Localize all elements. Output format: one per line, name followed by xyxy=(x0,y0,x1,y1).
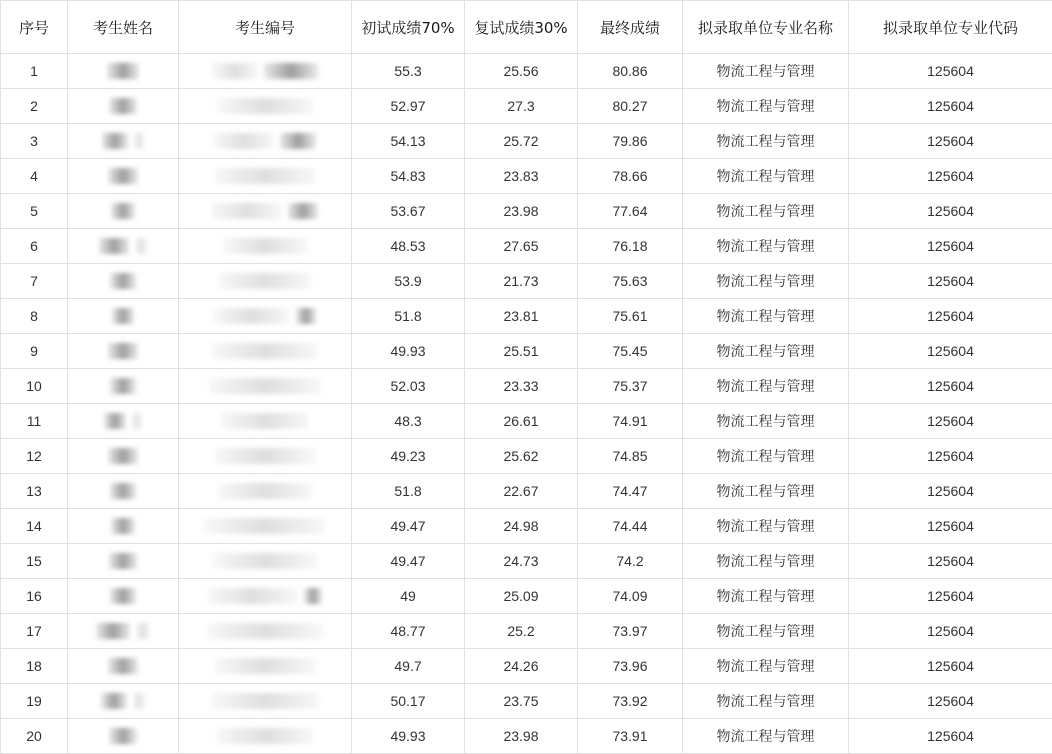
redaction-blur xyxy=(179,509,351,543)
cell-candidate-name-redacted xyxy=(68,369,179,404)
table-row xyxy=(1,439,1052,474)
blur-segment xyxy=(109,98,137,114)
cell-final-score: 78.66 xyxy=(578,159,683,194)
cell-candidate-name-redacted xyxy=(68,229,179,264)
cell-candidate-code-redacted xyxy=(179,334,352,369)
table-row xyxy=(1,299,1052,334)
cell-candidate-code-redacted xyxy=(179,614,352,649)
table-row xyxy=(1,124,1052,159)
cell-major-code: 125604 xyxy=(849,649,1052,684)
cell-major-code: 125604 xyxy=(849,439,1052,474)
cell-candidate-code-redacted xyxy=(179,404,352,439)
cell-major-code: 125604 xyxy=(849,474,1052,509)
blur-segment xyxy=(211,693,319,709)
redaction-blur xyxy=(179,54,351,88)
redaction-blur xyxy=(179,159,351,193)
cell-second-score: 23.83 xyxy=(465,159,578,194)
redaction-blur xyxy=(68,579,178,613)
cell-major-name: 物流工程与管理 xyxy=(683,369,849,404)
cell-major-code: 125604 xyxy=(849,614,1052,649)
cell-major-code: 125604 xyxy=(849,264,1052,299)
cell-final-score: 77.64 xyxy=(578,194,683,229)
cell-index: 9 xyxy=(1,334,68,369)
cell-index: 13 xyxy=(1,474,68,509)
cell-index: 14 xyxy=(1,509,68,544)
cell-candidate-name-redacted xyxy=(68,334,179,369)
cell-second-score: 24.73 xyxy=(465,544,578,579)
table-row xyxy=(1,264,1052,299)
blur-segment xyxy=(108,448,138,464)
blur-segment xyxy=(212,63,258,79)
table-row xyxy=(1,404,1052,439)
blur-segment xyxy=(217,98,313,114)
cell-final-score: 74.09 xyxy=(578,579,683,614)
column-header-final-score xyxy=(578,1,683,54)
cell-index: 6 xyxy=(1,229,68,264)
cell-index: 7 xyxy=(1,264,68,299)
table-row xyxy=(1,194,1052,229)
blur-segment xyxy=(209,378,321,394)
cell-second-score: 27.3 xyxy=(465,89,578,124)
cell-major-code: 125604 xyxy=(849,124,1052,159)
cell-second-score: 27.65 xyxy=(465,229,578,264)
cell-first-score: 48.3 xyxy=(352,404,465,439)
table-row xyxy=(1,54,1052,89)
cell-major-code: 125604 xyxy=(849,229,1052,264)
redaction-blur xyxy=(68,404,178,438)
cell-second-score: 25.62 xyxy=(465,439,578,474)
redaction-blur xyxy=(179,124,351,158)
blur-segment xyxy=(132,413,142,429)
column-header-second-score-label: 复试成绩30% xyxy=(474,19,567,37)
blur-segment xyxy=(212,203,282,219)
redaction-blur xyxy=(179,194,351,228)
redaction-blur xyxy=(68,124,178,158)
table-row xyxy=(1,649,1052,684)
cell-final-score: 73.92 xyxy=(578,684,683,719)
cell-candidate-name-redacted xyxy=(68,159,179,194)
cell-candidate-name-redacted xyxy=(68,264,179,299)
redaction-blur xyxy=(179,439,351,473)
redaction-blur xyxy=(68,649,178,683)
table-row xyxy=(1,229,1052,264)
cell-index: 19 xyxy=(1,684,68,719)
cell-candidate-name-redacted xyxy=(68,54,179,89)
cell-second-score: 23.98 xyxy=(465,194,578,229)
cell-major-code: 125604 xyxy=(849,404,1052,439)
redaction-blur xyxy=(68,299,178,333)
column-header-major-name-label: 拟录取单位专业名称 xyxy=(698,19,833,37)
cell-first-score: 54.83 xyxy=(352,159,465,194)
cell-candidate-name-redacted xyxy=(68,194,179,229)
cell-major-name: 物流工程与管理 xyxy=(683,404,849,439)
cell-candidate-code-redacted xyxy=(179,264,352,299)
table-row xyxy=(1,614,1052,649)
blur-segment xyxy=(215,658,315,674)
cell-major-code: 125604 xyxy=(849,509,1052,544)
redaction-blur xyxy=(179,89,351,123)
cell-candidate-name-redacted xyxy=(68,579,179,614)
cell-candidate-code-redacted xyxy=(179,649,352,684)
cell-major-name: 物流工程与管理 xyxy=(683,229,849,264)
cell-major-code: 125604 xyxy=(849,334,1052,369)
cell-major-name: 物流工程与管理 xyxy=(683,579,849,614)
cell-index: 10 xyxy=(1,369,68,404)
cell-index: 20 xyxy=(1,719,68,754)
redaction-blur xyxy=(179,299,351,333)
blur-segment xyxy=(136,623,150,639)
cell-major-code: 125604 xyxy=(849,719,1052,754)
redaction-blur xyxy=(179,684,351,718)
cell-major-name: 物流工程与管理 xyxy=(683,439,849,474)
blur-segment xyxy=(135,238,147,254)
blur-segment xyxy=(212,343,318,359)
redaction-blur xyxy=(179,719,351,753)
cell-major-name: 物流工程与管理 xyxy=(683,194,849,229)
cell-first-score: 55.3 xyxy=(352,54,465,89)
blur-segment xyxy=(109,553,137,569)
blur-segment xyxy=(304,588,322,604)
blur-segment xyxy=(99,238,129,254)
blur-segment xyxy=(288,203,318,219)
cell-candidate-code-redacted xyxy=(179,229,352,264)
blur-segment xyxy=(264,63,318,79)
blur-segment xyxy=(108,168,138,184)
cell-final-score: 75.37 xyxy=(578,369,683,404)
cell-candidate-code-redacted xyxy=(179,124,352,159)
cell-candidate-name-redacted xyxy=(68,89,179,124)
blur-segment xyxy=(215,168,315,184)
cell-major-code: 125604 xyxy=(849,544,1052,579)
table-row xyxy=(1,159,1052,194)
blur-segment xyxy=(108,343,138,359)
column-header-first-score xyxy=(352,1,465,54)
redaction-blur xyxy=(68,334,178,368)
cell-candidate-code-redacted xyxy=(179,369,352,404)
cell-index: 17 xyxy=(1,614,68,649)
cell-major-name: 物流工程与管理 xyxy=(683,264,849,299)
cell-final-score: 74.44 xyxy=(578,509,683,544)
cell-candidate-code-redacted xyxy=(179,474,352,509)
cell-candidate-code-redacted xyxy=(179,439,352,474)
cell-final-score: 75.61 xyxy=(578,299,683,334)
table-header xyxy=(1,1,1052,54)
cell-second-score: 25.56 xyxy=(465,54,578,89)
table-row xyxy=(1,334,1052,369)
column-header-candidate-code-label: 考生编号 xyxy=(235,19,295,37)
redaction-blur xyxy=(68,544,178,578)
cell-first-score: 52.03 xyxy=(352,369,465,404)
cell-first-score: 52.97 xyxy=(352,89,465,124)
blur-segment xyxy=(207,623,323,639)
redaction-blur xyxy=(68,684,178,718)
cell-second-score: 25.72 xyxy=(465,124,578,159)
cell-index: 16 xyxy=(1,579,68,614)
table-row xyxy=(1,684,1052,719)
cell-first-score: 51.8 xyxy=(352,299,465,334)
cell-first-score: 49.93 xyxy=(352,719,465,754)
cell-first-score: 49.7 xyxy=(352,649,465,684)
redaction-blur xyxy=(68,719,178,753)
cell-candidate-code-redacted xyxy=(179,299,352,334)
blur-segment xyxy=(219,273,311,289)
cell-first-score: 50.17 xyxy=(352,684,465,719)
cell-first-score: 49.93 xyxy=(352,334,465,369)
redaction-blur xyxy=(68,159,178,193)
blur-segment xyxy=(102,133,128,149)
cell-major-code: 125604 xyxy=(849,579,1052,614)
redaction-blur xyxy=(179,474,351,508)
blur-segment xyxy=(214,133,274,149)
blur-segment xyxy=(280,133,316,149)
column-header-second-score xyxy=(465,1,578,54)
cell-second-score: 25.09 xyxy=(465,579,578,614)
blur-segment xyxy=(110,273,136,289)
cell-candidate-name-redacted xyxy=(68,299,179,334)
blur-segment xyxy=(205,518,325,534)
blur-segment xyxy=(223,238,307,254)
table-row xyxy=(1,544,1052,579)
cell-first-score: 51.8 xyxy=(352,474,465,509)
cell-candidate-code-redacted xyxy=(179,579,352,614)
cell-second-score: 24.26 xyxy=(465,649,578,684)
cell-candidate-code-redacted xyxy=(179,544,352,579)
blur-segment xyxy=(110,588,136,604)
blur-segment xyxy=(213,553,317,569)
table-header-row xyxy=(1,1,1052,54)
blur-segment xyxy=(108,658,138,674)
cell-major-name: 物流工程与管理 xyxy=(683,684,849,719)
blur-segment xyxy=(104,413,126,429)
redaction-blur xyxy=(68,54,178,88)
cell-major-name: 物流工程与管理 xyxy=(683,54,849,89)
column-header-major-code xyxy=(849,1,1052,54)
cell-index: 2 xyxy=(1,89,68,124)
blur-segment xyxy=(296,308,316,324)
redaction-blur xyxy=(68,264,178,298)
redaction-blur xyxy=(179,369,351,403)
column-header-final-score-label: 最终成绩 xyxy=(600,19,660,37)
cell-second-score: 23.33 xyxy=(465,369,578,404)
redaction-blur xyxy=(179,579,351,613)
cell-final-score: 80.86 xyxy=(578,54,683,89)
redaction-blur xyxy=(179,544,351,578)
cell-major-code: 125604 xyxy=(849,299,1052,334)
cell-first-score: 53.67 xyxy=(352,194,465,229)
cell-second-score: 23.75 xyxy=(465,684,578,719)
blur-segment xyxy=(214,448,316,464)
redaction-blur xyxy=(68,89,178,123)
cell-index: 5 xyxy=(1,194,68,229)
cell-final-score: 75.45 xyxy=(578,334,683,369)
cell-candidate-name-redacted xyxy=(68,474,179,509)
cell-final-score: 74.2 xyxy=(578,544,683,579)
cell-final-score: 79.86 xyxy=(578,124,683,159)
cell-candidate-name-redacted xyxy=(68,544,179,579)
cell-candidate-name-redacted xyxy=(68,614,179,649)
cell-final-score: 80.27 xyxy=(578,89,683,124)
cell-candidate-name-redacted xyxy=(68,719,179,754)
cell-index: 15 xyxy=(1,544,68,579)
table-row xyxy=(1,89,1052,124)
column-header-name-label: 考生姓名 xyxy=(93,19,153,37)
cell-candidate-name-redacted xyxy=(68,649,179,684)
cell-second-score: 25.2 xyxy=(465,614,578,649)
cell-major-name: 物流工程与管理 xyxy=(683,719,849,754)
cell-second-score: 25.51 xyxy=(465,334,578,369)
cell-major-name: 物流工程与管理 xyxy=(683,509,849,544)
redaction-blur xyxy=(68,509,178,543)
cell-final-score: 75.63 xyxy=(578,264,683,299)
blur-segment xyxy=(110,483,136,499)
blur-segment xyxy=(208,588,298,604)
cell-major-name: 物流工程与管理 xyxy=(683,124,849,159)
cell-major-code: 125604 xyxy=(849,684,1052,719)
table-row xyxy=(1,474,1052,509)
cell-first-score: 54.13 xyxy=(352,124,465,159)
cell-candidate-code-redacted xyxy=(179,719,352,754)
cell-first-score: 49.47 xyxy=(352,544,465,579)
column-header-major-code-label: 拟录取单位专业代码 xyxy=(883,19,1018,37)
redaction-blur xyxy=(179,614,351,648)
cell-candidate-code-redacted xyxy=(179,159,352,194)
column-header-candidate-code xyxy=(179,1,352,54)
blur-segment xyxy=(221,413,309,429)
cell-index: 1 xyxy=(1,54,68,89)
cell-final-score: 74.91 xyxy=(578,404,683,439)
blur-segment xyxy=(111,203,135,219)
redaction-blur xyxy=(179,334,351,368)
cell-major-code: 125604 xyxy=(849,369,1052,404)
blur-segment xyxy=(217,728,313,744)
cell-candidate-name-redacted xyxy=(68,509,179,544)
cell-final-score: 73.91 xyxy=(578,719,683,754)
redaction-blur xyxy=(68,439,178,473)
cell-index: 12 xyxy=(1,439,68,474)
cell-major-name: 物流工程与管理 xyxy=(683,299,849,334)
redaction-blur xyxy=(68,194,178,228)
redaction-blur xyxy=(68,474,178,508)
cell-candidate-code-redacted xyxy=(179,194,352,229)
cell-major-name: 物流工程与管理 xyxy=(683,334,849,369)
column-header-name xyxy=(68,1,179,54)
blur-segment xyxy=(218,483,312,499)
cell-first-score: 48.53 xyxy=(352,229,465,264)
cell-major-name: 物流工程与管理 xyxy=(683,614,849,649)
blur-segment xyxy=(133,693,145,709)
table-row xyxy=(1,719,1052,754)
cell-second-score: 23.98 xyxy=(465,719,578,754)
blur-segment xyxy=(107,63,139,79)
blur-segment xyxy=(101,693,127,709)
cell-major-code: 125604 xyxy=(849,89,1052,124)
cell-index: 3 xyxy=(1,124,68,159)
column-header-index xyxy=(1,1,68,54)
cell-second-score: 26.61 xyxy=(465,404,578,439)
cell-candidate-name-redacted xyxy=(68,684,179,719)
blur-segment xyxy=(134,133,144,149)
cell-index: 4 xyxy=(1,159,68,194)
cell-first-score: 49 xyxy=(352,579,465,614)
cell-second-score: 21.73 xyxy=(465,264,578,299)
table-row xyxy=(1,369,1052,404)
column-header-major-name xyxy=(683,1,849,54)
cell-final-score: 73.97 xyxy=(578,614,683,649)
blur-segment xyxy=(110,378,136,394)
redaction-blur xyxy=(68,369,178,403)
cell-major-code: 125604 xyxy=(849,194,1052,229)
cell-major-name: 物流工程与管理 xyxy=(683,159,849,194)
cell-major-name: 物流工程与管理 xyxy=(683,89,849,124)
redaction-blur xyxy=(179,229,351,263)
redaction-blur xyxy=(179,649,351,683)
cell-second-score: 23.81 xyxy=(465,299,578,334)
cell-candidate-code-redacted xyxy=(179,89,352,124)
cell-candidate-code-redacted xyxy=(179,54,352,89)
cell-first-score: 53.9 xyxy=(352,264,465,299)
cell-final-score: 73.96 xyxy=(578,649,683,684)
cell-final-score: 74.85 xyxy=(578,439,683,474)
blur-segment xyxy=(112,308,134,324)
column-header-first-score-label: 初试成绩70% xyxy=(361,19,454,37)
cell-first-score: 49.47 xyxy=(352,509,465,544)
cell-index: 11 xyxy=(1,404,68,439)
cell-candidate-code-redacted xyxy=(179,509,352,544)
cell-final-score: 74.47 xyxy=(578,474,683,509)
redaction-blur xyxy=(68,614,178,648)
column-header-index-label: 序号 xyxy=(19,19,49,37)
blur-segment xyxy=(214,308,290,324)
cell-major-name: 物流工程与管理 xyxy=(683,544,849,579)
cell-major-code: 125604 xyxy=(849,54,1052,89)
cell-index: 8 xyxy=(1,299,68,334)
cell-candidate-name-redacted xyxy=(68,124,179,159)
table-row xyxy=(1,509,1052,544)
cell-first-score: 48.77 xyxy=(352,614,465,649)
cell-first-score: 49.23 xyxy=(352,439,465,474)
cell-index: 18 xyxy=(1,649,68,684)
blur-segment xyxy=(109,728,137,744)
cell-candidate-code-redacted xyxy=(179,684,352,719)
table-row xyxy=(1,579,1052,614)
cell-second-score: 24.98 xyxy=(465,509,578,544)
cell-major-name: 物流工程与管理 xyxy=(683,649,849,684)
redaction-blur xyxy=(68,229,178,263)
cell-candidate-name-redacted xyxy=(68,439,179,474)
blur-segment xyxy=(96,623,130,639)
redaction-blur xyxy=(179,404,351,438)
cell-major-code: 125604 xyxy=(849,159,1052,194)
cell-second-score: 22.67 xyxy=(465,474,578,509)
cell-major-name: 物流工程与管理 xyxy=(683,474,849,509)
blur-segment xyxy=(111,518,135,534)
redaction-blur xyxy=(179,264,351,298)
cell-final-score: 76.18 xyxy=(578,229,683,264)
table-body xyxy=(1,54,1052,754)
cell-candidate-name-redacted xyxy=(68,404,179,439)
